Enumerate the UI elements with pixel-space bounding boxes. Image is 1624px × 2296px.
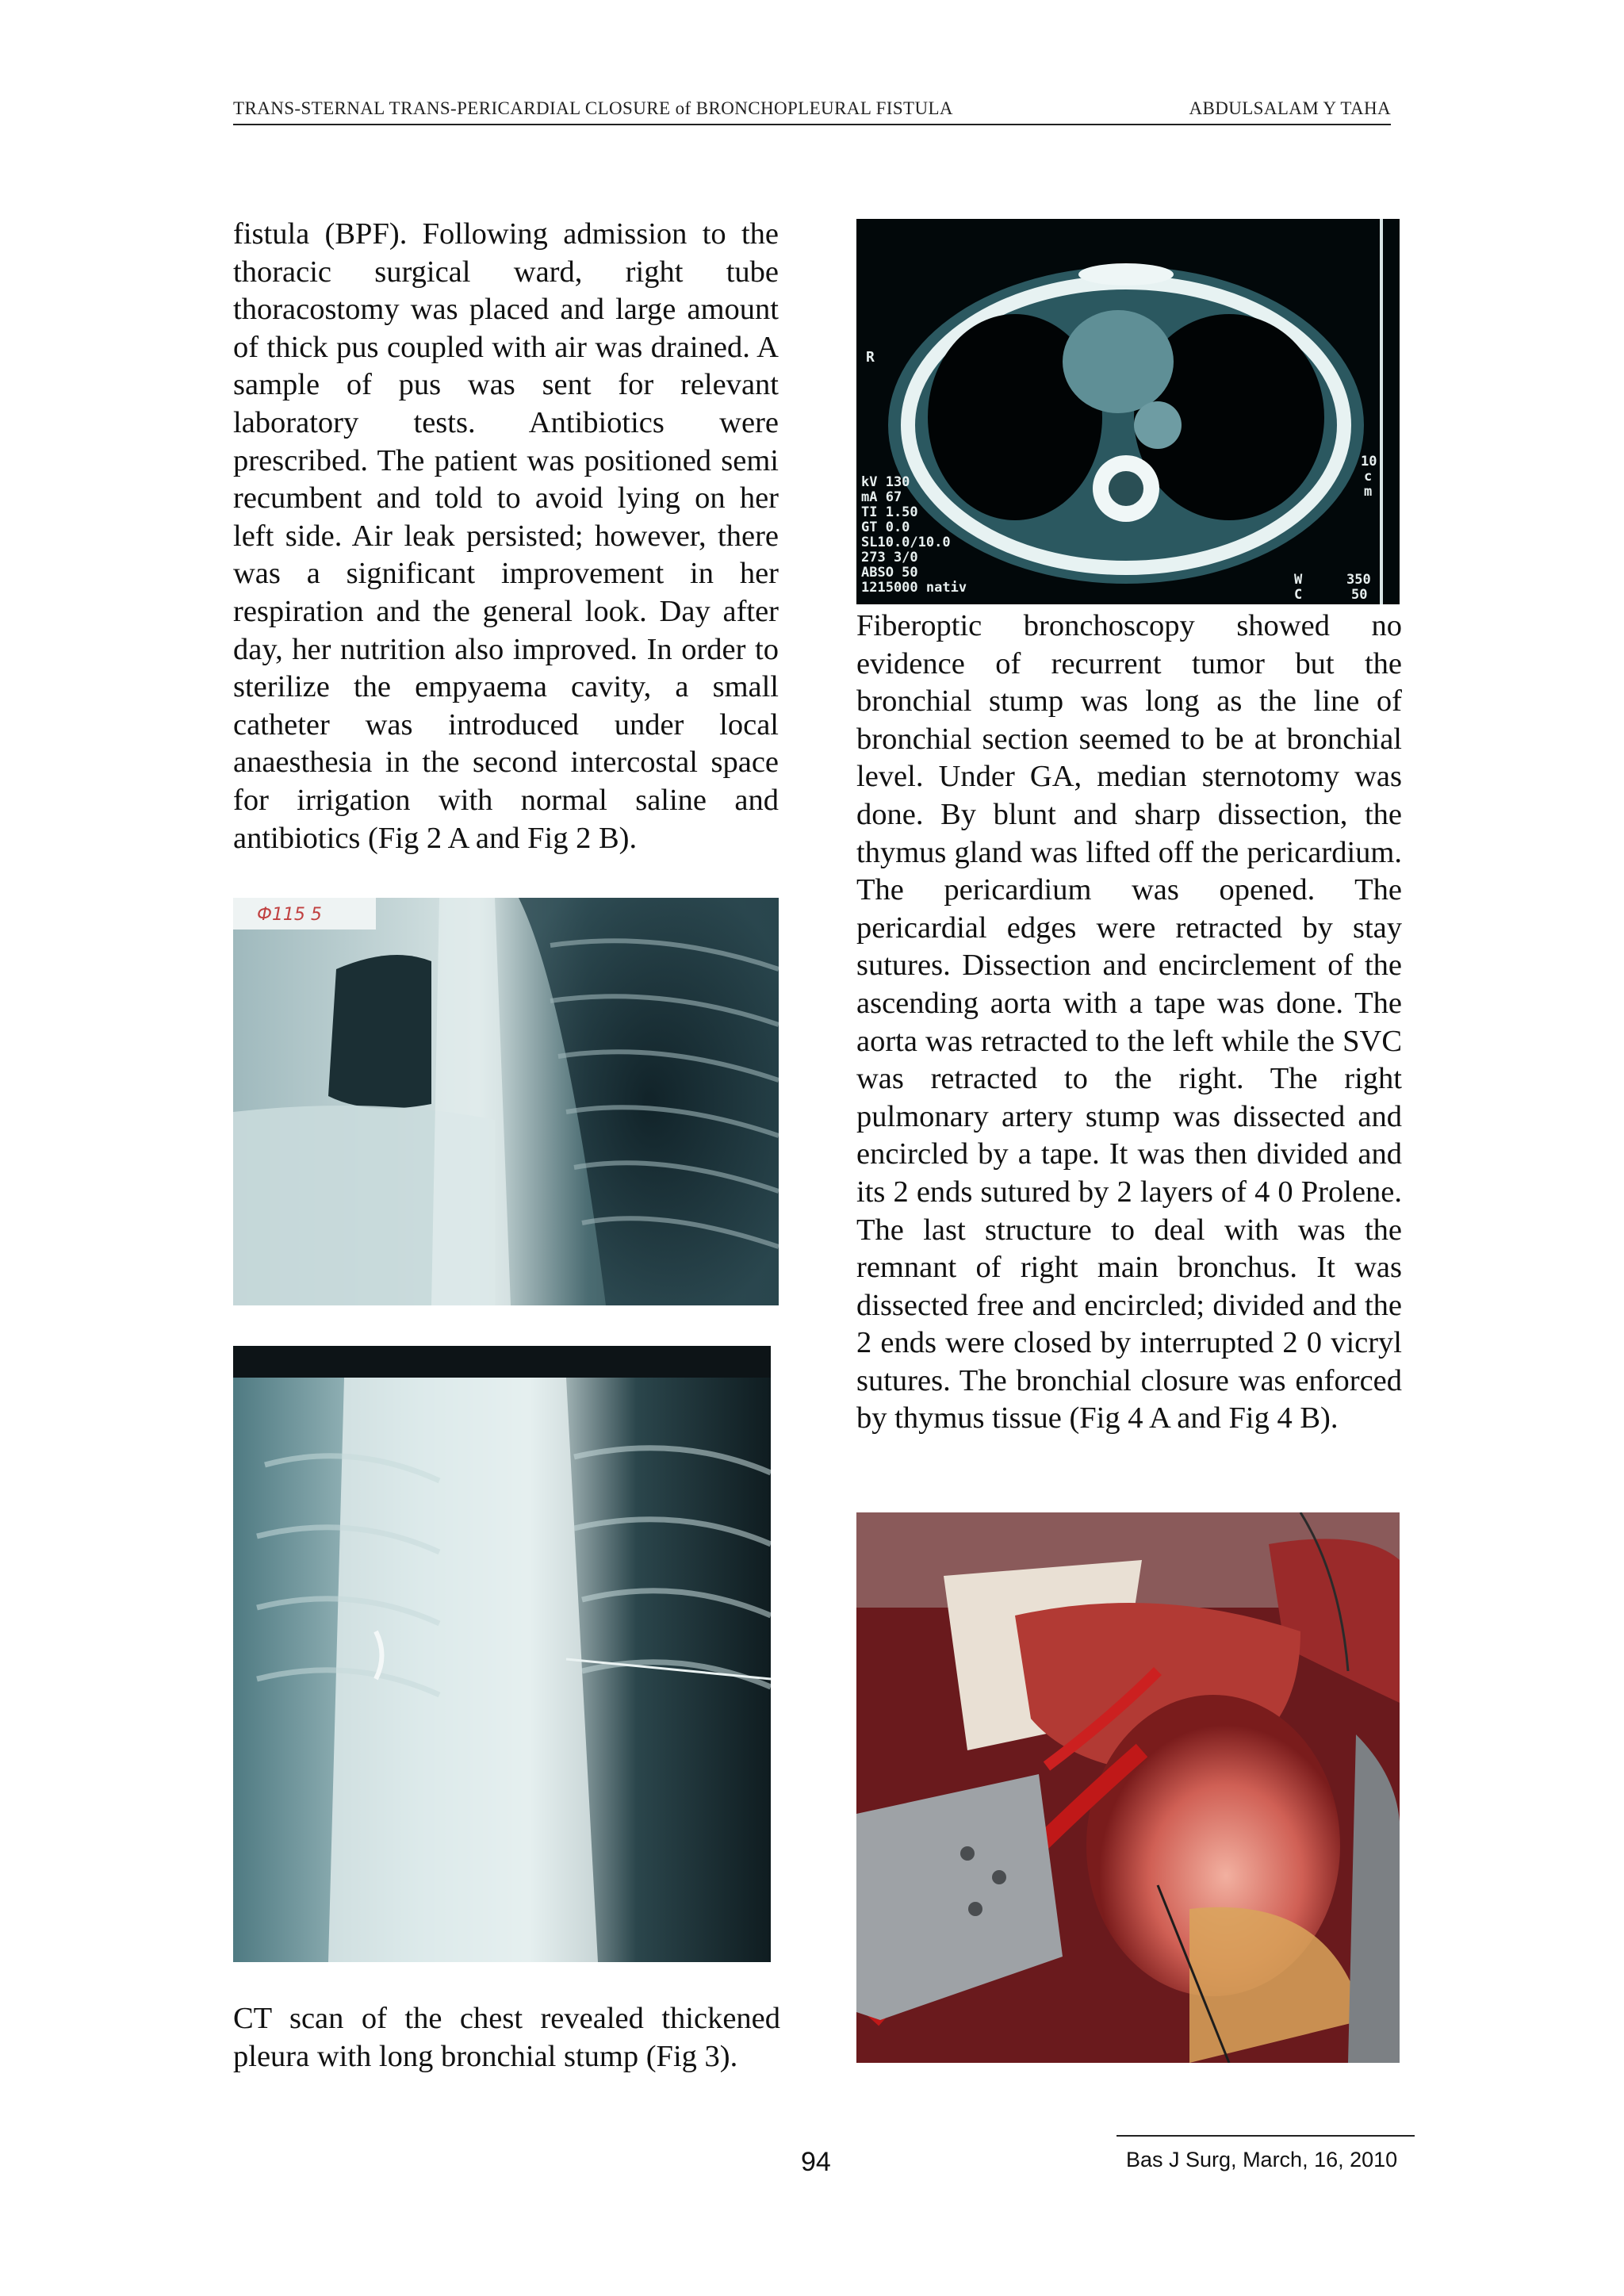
ct-scale-1: 10 bbox=[1361, 454, 1377, 470]
running-header-title: TRANS-STERNAL TRANS-PERICARDIAL CLOSURE of BRONCHOPLEURAL FISTULA bbox=[233, 98, 953, 118]
ct-param-5: SL10.0/10.0 bbox=[861, 535, 951, 550]
ct-param-6: 273 3/0 bbox=[861, 550, 918, 565]
left-paragraph-1: fistula (BPF). Following admission to the thoracic surgical ward, right tube thoracostomy was placed and large amount of thick pus coupled with air was drained. A sample of pus was sent for relevant laboratory tests. Antibiotics were prescribed. The patient was positioned semi recumbent and told to avoid lying on her left side. Air leak persisted; however, there was a significant improvement in her respiration and the general look. Day after day, her nutrition also improved. In order to sterilize the empyaema cavity, a small catheter was introduced under local anaesthesia in the second intercostal space for irrigation with normal saline and antibiotics (Fig 2 A and Fig 2 B). bbox=[233, 217, 779, 855]
figure-2a-xray bbox=[233, 898, 779, 1305]
figure-2b-xray bbox=[233, 1346, 771, 1962]
left-paragraph-2: CT scan of the chest revealed thickened pleura with long bronchial stump (Fig 3). bbox=[233, 2002, 780, 2073]
ct-window-c-value: 50 bbox=[1351, 587, 1368, 603]
page-number: 94 bbox=[801, 2147, 831, 2177]
ct-param-7: ABSO 50 bbox=[861, 565, 918, 581]
ct-orientation: R bbox=[866, 349, 875, 366]
footer-rule bbox=[1116, 2135, 1415, 2137]
ct-window-w: W bbox=[1294, 572, 1303, 588]
ct-image bbox=[856, 219, 1400, 604]
figure-4-operative-photo bbox=[856, 1512, 1400, 2063]
running-header bbox=[233, 97, 1391, 125]
ct-scale-2: c bbox=[1364, 469, 1373, 485]
xray-image bbox=[233, 898, 779, 1305]
operative-image bbox=[856, 1512, 1400, 2063]
ct-param-8: 1215000 nativ bbox=[861, 580, 967, 596]
figure-3-ct-scan bbox=[856, 219, 1400, 604]
right-paragraph-1: Fiberoptic bronchoscopy showed no evidence of recurrent tumor but the bronchial stump was long as the line of bronchial section seemed to be at bronchial level. Under GA, median sternotomy was done. By blunt and sharp dissection, the thymus gland was lifted off the pericardium. The pericardium was opened. The pericardial edges were retracted by stay sutures. Dissection and encirclement of the ascending aorta with a tape was done. The aorta was retracted to the left while the SVC was retracted to the right. The right pulmonary artery stump was dissected and encircled by a tape. It was then divided and its 2 ends sutured by 2 layers of 4 0 Prolene. The last structure to deal with was the remnant of right main bronchus. It was dissected free and encircled; divided and the 2 ends were closed by interrupted 2 0 vicryl sutures. The bronchial closure was enforced by thymus tissue (Fig 4 A and Fig 4 B). bbox=[856, 609, 1402, 1435]
ct-window-w-value: 350 bbox=[1346, 572, 1371, 588]
ct-param-3: TI 1.50 bbox=[861, 504, 918, 520]
journal-citation: Bas J Surg, March, 16, 2010 bbox=[1126, 2148, 1398, 2171]
ct-window-c: C bbox=[1294, 587, 1303, 603]
xray-marking: Ф115 5 bbox=[257, 905, 322, 925]
xray-image-2 bbox=[233, 1346, 771, 1962]
ct-scale-3: m bbox=[1364, 484, 1373, 500]
running-header-author: ABDULSALAM Y TAHA bbox=[1189, 98, 1391, 118]
ct-param-2: mA 67 bbox=[861, 489, 902, 505]
ct-param-1: kV 130 bbox=[861, 474, 910, 490]
ct-param-4: GT 0.0 bbox=[861, 519, 910, 535]
